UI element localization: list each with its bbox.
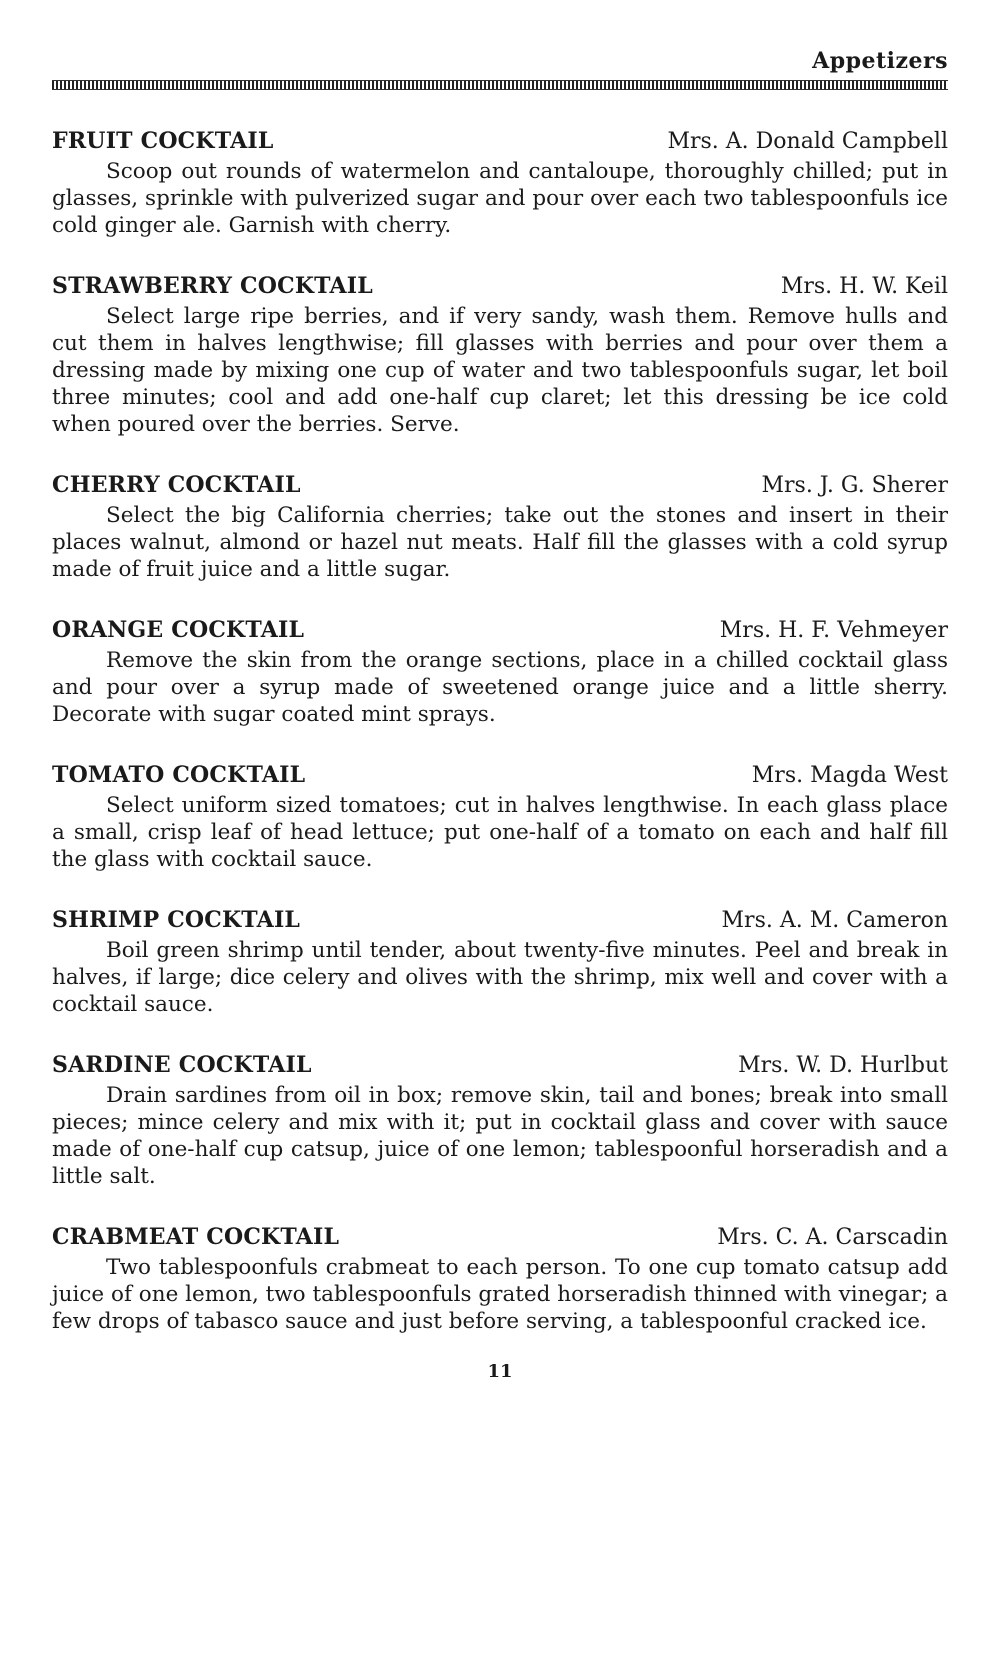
recipe-text: Scoop out rounds of watermelon and cantaloupe, thoroughly chilled; put in glasses, sprinkle with pulverized sugar and pour over each two tablespoonfuls ice cold ginger ale. Garnish with cherry.	[52, 159, 948, 238]
recipe-title: SHRIMP COCKTAIL	[52, 907, 301, 933]
recipe-author: Mrs. C. A. Carscadin	[717, 1225, 948, 1250]
recipe-strawberry-cocktail	[52, 273, 948, 438]
recipe-text: Remove the skin from the orange sections, place in a chilled cocktail glass and pour over a syrup made of sweetened orange juice and a little sherry. Decorate with sugar coated mint sprays.	[52, 648, 948, 727]
recipe-cherry-cocktail	[52, 472, 948, 583]
recipe-author: Mrs. H. W. Keil	[780, 274, 948, 299]
recipe-text: Boil green shrimp until tender, about twenty-five minutes. Peel and break in halves, if large; dice celery and olives with the shrimp, mix well and cover with a cocktail sauce.	[52, 938, 948, 1017]
recipe-text: Drain sardines from oil in box; remove skin, tail and bones; break into small pieces; mince celery and mix with it; put in cocktail glass and cover with sauce made of one-half cup catsup, juice of one lemon; tablespoonful horseradish and a little salt.	[52, 1083, 948, 1189]
recipe-author: Mrs. H. F. Vehmeyer	[719, 618, 948, 643]
recipe-text: Select the big California cherries; take out the stones and insert in their places walnut, almond or hazel nut meats. Half fill the glasses with a cold syrup made of fruit juice and a little sugar.	[52, 503, 948, 582]
recipe-title: TOMATO COCKTAIL	[52, 762, 306, 788]
recipe-orange-cocktail	[52, 617, 948, 728]
cookbook-page	[52, 40, 948, 1382]
recipe-author: Mrs. J. G. Sherer	[761, 473, 948, 498]
recipe-text: Two tablespoonfuls crabmeat to each person. To one cup tomato catsup add juice of one lemon, two tablespoonfuls grated horseradish thinned with vinegar; a few drops of tabasco sauce and just before serving, a tablespoonful cracked ice.	[52, 1255, 948, 1334]
recipe-title: ORANGE COCKTAIL	[52, 617, 305, 643]
recipe-author: Mrs. A. Donald Campbell	[667, 129, 948, 154]
recipe-text: Select large ripe berries, and if very sandy, wash them. Remove hulls and cut them in halves lengthwise; fill glasses with berries and pour over them a dressing made by mixing one cup of water and two tablespoonfuls sugar, let boil three minutes; cool and add one-half cup claret; let this dressing be ice cold when poured over the berries. Serve.	[52, 304, 948, 437]
recipe-crabmeat-cocktail	[52, 1224, 948, 1335]
recipe-author: Mrs. A. M. Cameron	[721, 908, 948, 933]
recipe-sardine-cocktail	[52, 1052, 948, 1190]
recipe-title: SARDINE COCKTAIL	[52, 1052, 312, 1078]
recipe-title: CHERRY COCKTAIL	[52, 472, 301, 498]
header-rule	[52, 80, 948, 90]
section-header: Appetizers	[812, 48, 948, 74]
recipe-title: CRABMEAT COCKTAIL	[52, 1224, 340, 1250]
recipe-text: Select uniform sized tomatoes; cut in halves lengthwise. In each glass place a small, crisp leaf of head lettuce; put one-half of a tomato on each and half fill the glass with cocktail sauce.	[52, 793, 948, 872]
recipe-author: Mrs. Magda West	[751, 763, 948, 788]
recipe-title: STRAWBERRY COCKTAIL	[52, 273, 373, 299]
recipe-fruit-cocktail	[52, 128, 948, 239]
recipe-author: Mrs. W. D. Hurlbut	[738, 1053, 948, 1078]
recipe-shrimp-cocktail	[52, 907, 948, 1018]
recipe-title: FRUIT COCKTAIL	[52, 128, 274, 154]
recipe-tomato-cocktail	[52, 762, 948, 873]
page-number: 11	[487, 1361, 513, 1382]
